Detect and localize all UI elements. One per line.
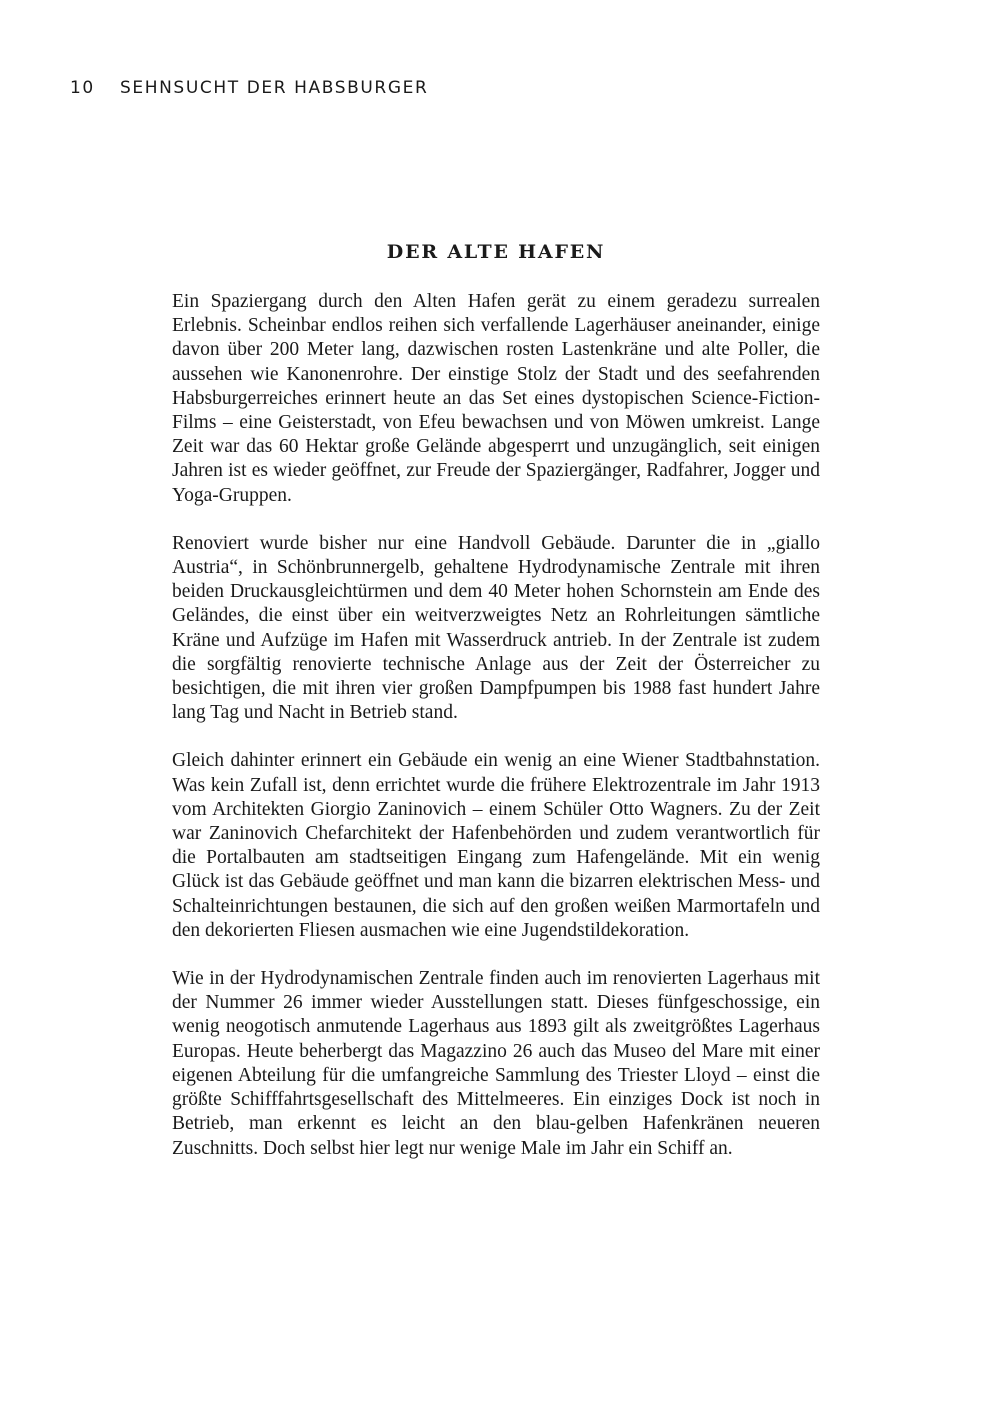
- body-text: [172, 290, 820, 1185]
- page-number: 10: [70, 78, 95, 98]
- paragraph: Renoviert wurde bisher nur eine Handvoll Gebäude. Darunter die in „giallo Austria“, in Schönbrunnergelb, gehaltene Hydrodynamische Zentrale mit ihren beiden Druckausgleichtürmen und dem 40 Meter hohen Schornstein am Ende des Geländes, die einst über ein weitverzweigtes Netz an Rohrleitungen sämtliche Kräne und Aufzüge im Hafen mit Wasserdruck antrieb. In der Zentrale ist zudem die sorgfältig renovierte technische Anlage aus der Zeit der Österreicher zu besichtigen, die mit ihren vier großen Dampfpumpen bis 1988 fast hundert Jahre lang Tag und Nacht in Betrieb stand.: [172, 532, 820, 724]
- section-heading: DER ALTE HAFEN: [386, 241, 606, 263]
- paragraph: Wie in der Hydrodynamischen Zentrale finden auch im renovierten Lagerhaus mit der Nummer 26 immer wieder Ausstellungen statt. Dieses fünfgeschossige, ein wenig neogotisch anmutende Lagerhaus aus 1893 gilt als zweitgrößtes Lagerhaus Europas. Heute beherbergt das Magazzino 26 auch das Museo del Mare mit einer eigenen Abteilung für die umfangreiche Sammlung des Triester Lloyd – einst die größte Schifffahrtsgesellschaft des Mittelmeeres. Ein einziges Dock ist noch in Betrieb, man erkennt es leicht an den blau-gelben Hafenkränen neueren Zuschnitts. Doch selbst hier legt nur wenige Male im Jahr ein Schiff an.: [172, 968, 820, 1159]
- paragraph: Gleich dahinter erinnert ein Gebäude ein wenig an eine Wiener Stadtbahnstation. Was kein Zufall ist, denn errichtet wurde die frühere Elektrozentrale im Jahr 1913 vom Architekten Giorgio Zaninovich – einem Schüler Otto Wagners. Zu der Zeit war Zaninovich Chefarchitekt der Hafenbehörden und zudem verantwortlich für die Portalbauten am stadtseitigen Eingang zum Hafengelände. Mit ein wenig Glück ist das Gebäude geöffnet und man kann die bizarren elektrischen Mess- und Schalteinrichtungen bestaunen, die sich auf den großen weißen Marmortafeln und den dekorierten Fliesen ausmachen wie eine Jugendstildekoration.: [172, 750, 820, 941]
- paragraph: Ein Spaziergang durch den Alten Hafen gerät zu einem geradezu surrealen Erlebnis. Scheinbar endlos reihen sich verfallende Lagerhäuser aneinander, einige davon über 200 Meter lang, dazwischen rosten Lastenkräne und alte Poller, die aussehen wie Kanonenrohre. Der einstige Stolz der Stadt und des seefahrenden Habsburgerreiches erinnert heute an das Set eines dystopischen Science-Fiction-Films – eine Geisterstadt, von Efeu bewachsen und von Möwen umkreist. Lange Zeit war das 60 Hektar große Gelände abgesperrt und unzugänglich, seit einigen Jahren ist es wieder geöffnet, zur Freude der Spaziergänger, Radfahrer, Jogger und Yoga-Gruppen.: [172, 291, 820, 506]
- running-head: [70, 78, 428, 98]
- running-title: SEHNSUCHT DER HABSBURGER: [120, 78, 429, 98]
